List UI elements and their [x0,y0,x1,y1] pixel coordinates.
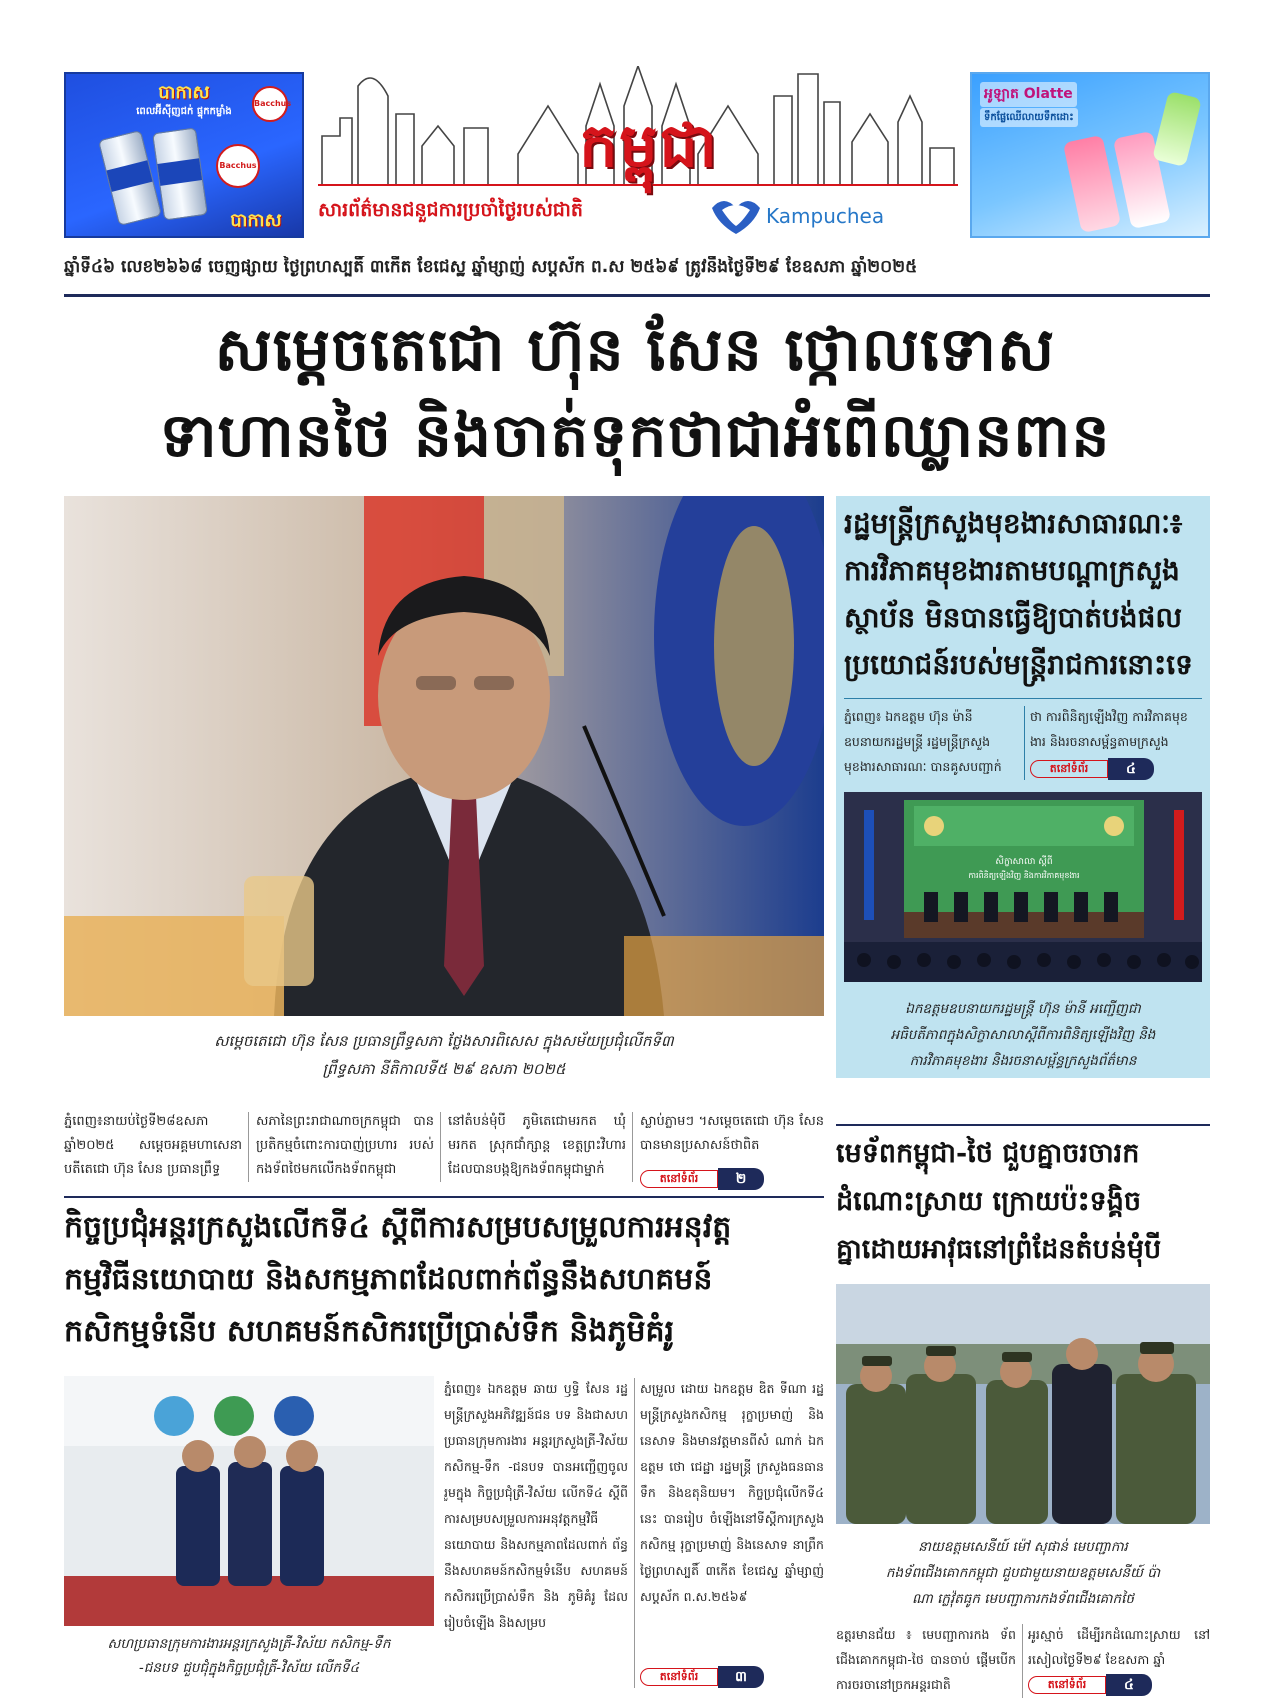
masthead-slogan: សារព័ត៌មានជនួជការប្រចាំថ្ងៃរបស់ជាតិ [318,199,583,221]
lead-body-column-4: ស្លាប់ភ្លាមៗ ។សម្តេចតេជោ ហ៊ុន សែនបានមានប្រសាសន៍ថាពិត [640,1114,824,1153]
sidebar-body-column-2: ថា ការពិនិត្យឡើងវិញ ការវិភាគមុខ ងារ និងរចនាសម្ព័ន្ធតាមក្រសួង [1030,709,1188,749]
lead-body-column-3: នៅតំបន់មុំបី ភូមិតេជោមរកត ឃុំ មរកត ស្រុកជាំក្សាន្ត ខេត្តព្រះវិហារ ដែលបានបង្កឱ្យកងទ័ពកម្ពុជាម្នាក់ [448,1114,626,1177]
lead-continue-link[interactable] [640,1166,764,1192]
lead-body-column-2: សភានៃព្រះរាជាណាចក្រកម្ពុជា បានប្រតិកម្មចំពោះការបាញ់ប្រហារ របស់កងទ័ពថៃមកលើកងទ័ពកម្ពុជា [256,1114,434,1177]
column-divider [248,1112,249,1182]
continue-label: តនៅទំព័រ [640,1668,718,1686]
ad-brand-badge: Bacchus [216,144,260,188]
story3-photo-caption-line-3: ណា ក្លេវ៉ុតធូក មេបញ្ជាការកងទ័ពជើងគោកថៃ [912,1591,1134,1607]
drink-can-image [1063,135,1121,233]
dateline: ឆ្នាំទី៤៦ លេខ២៦៦៨ ចេញផ្សាយ ថ្ងៃព្រហស្បតិ៍ ៣កើត ខែជេស្ឋ ឆ្នាំម្សាញ់ សប្តស័ក ព.ស ២៥៦៩ ត្រូវនឹងថ្ងៃទី២៩ ខែឧសភា ឆ្នាំ២០២៥ [64,257,918,277]
lead-body-column-1: ភ្នំពេញ៖នាយប់ថ្ងៃទី២៨ឧសភា ឆ្នាំ២០២៥ សម្តេចអគ្គមហាសេនា បតីតេជោ ហ៊ុន សែន ប្រធានព្រឹទ្ធ [64,1114,242,1177]
lead-photo-caption-line-1: សម្តេចតេជោ ហ៊ុន សែន ប្រធានព្រឹទ្ធសភា ថ្លែងសារពិសេស ក្នុងសម័យប្រជុំលើកទី៣ [214,1032,674,1050]
story3-photo-caption-line-1: នាយឧត្តមសេនីយ៍ ម៉ៅ សុផាន់ មេបញ្ជាការ [918,1539,1128,1555]
story3-continue-link[interactable] [1028,1672,1152,1698]
column-divider [632,1112,633,1182]
story2-photo-caption-line-2: -ជនបទ ជួបជុំក្នុងកិច្ចប្រជុំត្រី-វិស័យ លើកទី៤ [138,1660,360,1676]
lead-headline-line-2[interactable]: ទាហានថៃ និងចាត់ទុកថាជាអំពើឈ្លានពាន [159,401,1111,471]
story2-body-column-2: សម្រួល ដោយ ឯកឧត្តម ឌិត ទីណា រដ្ឋមន្ត្រីក្រសួងកសិកម្ម រុក្ខាប្រមាញ់ និងនេសាទ និងមានវត្តមានពីសំ ណាក់ ឯកឧត្តម ថោ ជេដ្ឋា រដ្ឋមន្ត្រី ក្រសួងធនធានទឹក និងឧតុនិយម។ កិច្ចប្រជុំលើកទី៤ នេះ បានរៀប ចំឡើងនៅទីស្តីការក្រសួងកសិកម្ម រុក្ខាប្រមាញ់ និងនេសាទ នាព្រឹក ថ្ងៃព្រហស្បតិ៍ ៣កើត ខែជេស្ឋ ឆ្នាំម្សាញ់ សប្តស័ក ព.ស.២៥៦៩ [640,1381,824,1604]
sidebar-divider [844,698,1202,699]
sidebar-headline-line: ស្ថាប័ន មិនបានធ្វើឱ្យបាត់បង់ផល [844,601,1183,634]
drink-can-image [98,130,162,226]
kampuchea-logo-icon [708,194,764,236]
story3-photo[interactable] [836,1284,1210,1524]
sidebar-photo-caption-line-1: ឯកឧត្តមឧបនាយករដ្ឋមន្ត្រី ហ៊ុន ម៉ានី អញ្ជើញជា [905,1001,1141,1017]
sidebar-headline-line: ប្រយោជន៍របស់មន្ត្រីរាជការនោះទេ [844,648,1193,681]
advertisement-olatte[interactable] [970,72,1210,238]
sidebar-seminar-photo[interactable] [844,792,1202,982]
header-divider [64,294,1210,297]
column-divider [1024,706,1025,780]
lead-photo-caption-line-2: ព្រឹទ្ធសភា នីតិកាលទី៥ ២៩ ឧសភា ២០២៥ [322,1060,566,1078]
masthead [318,66,958,246]
story3-headline-line-2[interactable]: ដំណោះស្រាយ ក្រោយប៉ះទង្គិច [836,1186,1141,1217]
masthead-title: កម្ពុជា [579,111,719,181]
sidebar-photo-caption-line-3: ការវិភាគមុខងារ និងរចនាសម្ព័ន្ធក្រសួងព័ត៌មាន [909,1053,1137,1069]
story3-headline-line-3[interactable]: គ្នាដោយអាវុធនៅព្រំដែនតំបន់មុំបី [836,1234,1162,1265]
story2-headline-line-3[interactable]: កសិកម្មទំនើប សហគមន៍កសិករប្រើប្រាស់ទឹក និងភូមិគំរូ [64,1314,675,1349]
ad-footer: បាកាស [230,210,282,231]
portrait-photo-illustration [64,496,824,1016]
story3-photo-caption-line-2: កងទ័ពជើងគោកកម្ពុជា ជួបជាមួយនាយឧត្តមសេនីយ៍ ប៉ា [885,1565,1161,1581]
advertisement-bacchus[interactable] [64,72,304,238]
sidebar-story-box [836,496,1210,1078]
story2-body-column-1: ភ្នំពេញ៖ ឯកឧត្តម ឆាយ ឫទ្ធិ សែន រដ្ឋមន្ត្រីក្រសួងអភិវឌ្ឍន៍ជន បទ និងជាសហប្រធានក្រុមការងារ អន្តរក្រសួងត្រី-វិស័យ កសិកម្ម-ទឹក -ជនបទ បានអញ្ជើញចូលរួមក្នុង កិច្ចប្រជុំត្រី-វិស័យ លើកទី៤ ស្តីពី ការសម្របសម្រួលការអនុវត្តកម្មវិធី នយោបាយ និងសកម្មភាពដែលពាក់ ព័ន្ធនឹងសហគមន៍កសិកម្មទំនើប សហគមន៍កសិករប្រើប្រាស់ទឹក និង ភូមិគំរូ ដែលរៀបចំឡើង និងសម្រប [444,1381,628,1630]
story3-headline-line-1[interactable]: មេទ័ពកម្ពុជា-ថៃ ជួបគ្នាចរចារក [836,1138,1140,1169]
ad-subtitle: ពេលអ៊ីស៊ីញជក់ ផ្ទុកកម្លាំង [136,106,232,117]
story2-photo-caption-line-1: សហប្រធានក្រុមការងារអន្តរក្រសួងត្រី-វិស័យ កសិកម្ម-ទឹក [107,1636,391,1652]
lead-headline-line-1[interactable]: សម្តេចតេជោ ហ៊ុន សែន ថ្កោលទោស [214,315,1056,385]
column-divider [1022,1624,1023,1698]
story2-photo[interactable] [64,1376,434,1626]
drink-can-image [152,127,208,220]
seminar-banner-title: សិក្ខាសាលា ស្តីពី [995,857,1053,867]
sidebar-headline-line: ការវិភាគមុខងារតាមបណ្តាក្រសួង [844,554,1180,587]
masthead-latin: Kampuchea [766,204,885,228]
continue-label: តនៅទំព័រ [640,1170,718,1188]
ad-brand-badge: Bacchus [252,86,288,122]
continue-page-number: ២ [718,1168,764,1190]
sidebar-photo-caption-line-2: អធិបតីភាពក្នុងសិក្ខាសាលាស្តីពីការពិនិត្យឡើងវិញ និង [890,1027,1156,1043]
story2-continue-link[interactable] [640,1664,764,1690]
section-divider [836,1124,1210,1126]
continue-page-number: ៤ [1108,758,1154,780]
ad-title: បាកាស [158,82,210,103]
story2-headline-line-2[interactable]: កម្មវិធីនយោបាយ និងសកម្មភាពដែលពាក់ព័ន្ធនឹងសហគមន៍ [64,1262,713,1297]
continue-page-number: ៣ [718,1666,764,1688]
continue-label: តនៅទំព័រ [1028,1676,1106,1694]
section-divider [64,1196,824,1198]
continue-page-number: ៤ [1106,1674,1152,1696]
ad-title: អូឡាត Olatte [980,82,1077,107]
column-divider [634,1378,635,1688]
lead-photo[interactable] [64,496,824,1016]
ad-subtitle: ទឹកផ្លែឈើលាយទឹកដោះ [980,108,1078,127]
sidebar-body-column-1: ភ្នំពេញ៖ ឯកឧត្តម ហ៊ុន ម៉ានី ឧបនាយករដ្ឋមន្ត្រី រដ្ឋមន្ត្រីក្រសួង មុខងារសាធារណៈ បានគូសបញ្ជាក់ [844,709,1002,774]
sidebar-headline[interactable] [844,500,1206,688]
sidebar-headline-line: រដ្ឋមន្ត្រីក្រសួងមុខងារសាធារណៈ៖ [844,507,1183,540]
seminar-photo-illustration [844,792,1202,982]
drink-can-image [1152,91,1202,167]
story3-body-column-1: ឧត្តរមានជ័យ ៖ មេបញ្ជាការកង ទ័ពជើងគោកកម្ពុជា-ថៃ បានចាប់ ផ្តើមបើកការចរចានៅច្រកអន្តរជាតិ [836,1627,1016,1692]
sidebar-continue-link[interactable] [1030,756,1154,782]
story2-headline-line-1[interactable]: កិច្ចប្រជុំអន្តរក្រសួងលើកទី៤ ស្តីពីការសម្របសម្រួលការអនុវត្ត [64,1210,732,1245]
military-meeting-photo-illustration [836,1284,1210,1524]
seminar-banner-subtitle: ការពិនិត្យឡើងវិញ និងការវិភាគមុខងារ [968,871,1080,880]
officials-photo-illustration [64,1376,434,1626]
column-divider [440,1112,441,1182]
story3-body-column-2: អូរស្មាច់ ដើម្បីរកដំណោះស្រាយ នៅរសៀលថ្ងៃទី២៩ ខែឧសភា ឆ្នាំ [1028,1627,1210,1667]
continue-label: តនៅទំព័រ [1030,760,1108,778]
